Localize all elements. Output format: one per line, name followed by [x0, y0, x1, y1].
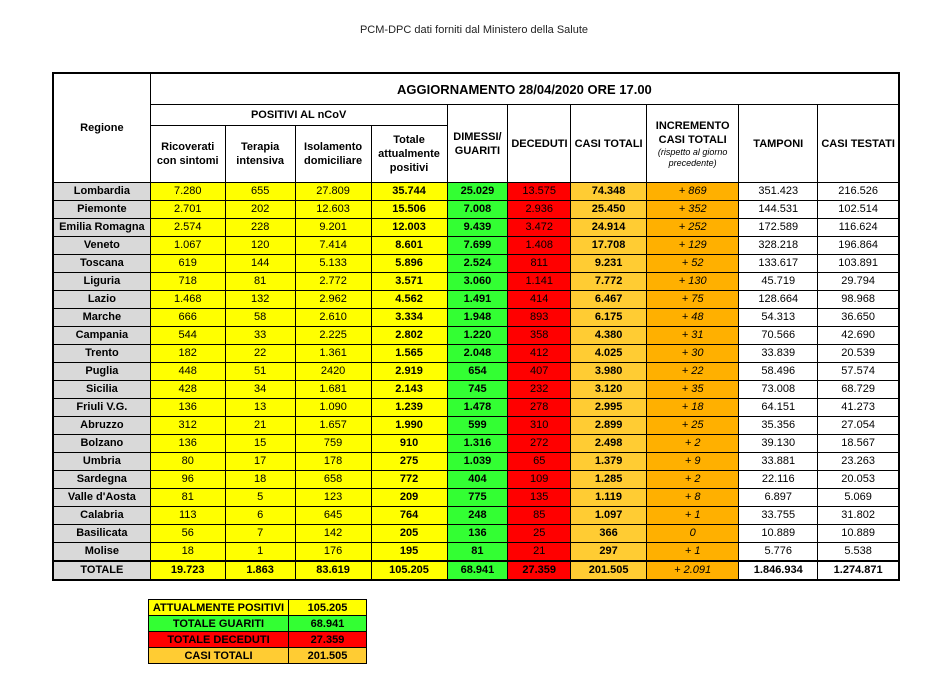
cell-region-name: Abruzzo — [53, 417, 150, 435]
cell-ricoverati: 448 — [150, 363, 225, 381]
cell-terapia: 120 — [225, 237, 295, 255]
cell-ricoverati: 666 — [150, 309, 225, 327]
header-regione: Regione — [53, 73, 150, 183]
cell-ricoverati: 2.701 — [150, 201, 225, 219]
cell-tamponi: 35.356 — [739, 417, 818, 435]
cell-region-name: Veneto — [53, 237, 150, 255]
cell-totale-positivi: 35.744 — [371, 183, 447, 201]
cell-ricoverati: 312 — [150, 417, 225, 435]
cell-ricoverati: 544 — [150, 327, 225, 345]
cell-region-name: Liguria — [53, 273, 150, 291]
cell-casi-totali: 4.025 — [571, 345, 647, 363]
cell-casi-testati: 41.273 — [818, 399, 899, 417]
cell-isolamento: 658 — [295, 471, 371, 489]
cell-region-name: Piemonte — [53, 201, 150, 219]
header-positivi: POSITIVI AL nCoV — [150, 105, 447, 126]
cell-terapia: 1.863 — [225, 561, 295, 580]
table-row — [53, 543, 899, 562]
cell-casi-testati: 102.514 — [818, 201, 899, 219]
cell-terapia: 228 — [225, 219, 295, 237]
cell-incremento: + 22 — [647, 363, 739, 381]
cell-terapia: 13 — [225, 399, 295, 417]
summary-table — [148, 599, 367, 664]
cell-tamponi: 58.496 — [739, 363, 818, 381]
cell-tamponi: 144.531 — [739, 201, 818, 219]
summary-row — [149, 616, 367, 632]
cell-casi-totali: 3.120 — [571, 381, 647, 399]
cell-isolamento: 9.201 — [295, 219, 371, 237]
cell-totale-positivi: 5.896 — [371, 255, 447, 273]
cell-isolamento: 7.414 — [295, 237, 371, 255]
cell-totale-positivi: 764 — [371, 507, 447, 525]
cell-incremento: + 130 — [647, 273, 739, 291]
cell-isolamento: 178 — [295, 453, 371, 471]
header-incremento — [647, 105, 739, 183]
cell-casi-testati: 1.274.871 — [818, 561, 899, 580]
cell-casi-totali: 4.380 — [571, 327, 647, 345]
cell-incremento: + 869 — [647, 183, 739, 201]
cell-region-name: Bolzano — [53, 435, 150, 453]
cell-deceduti: 21 — [508, 543, 571, 562]
cell-region-name: Molise — [53, 543, 150, 562]
cell-casi-testati: 27.054 — [818, 417, 899, 435]
cell-incremento: 0 — [647, 525, 739, 543]
cell-isolamento: 142 — [295, 525, 371, 543]
cell-isolamento: 83.619 — [295, 561, 371, 580]
cell-incremento: + 48 — [647, 309, 739, 327]
cell-dimessi: 248 — [447, 507, 508, 525]
cell-incremento: + 129 — [647, 237, 739, 255]
header-terapia: Terapia intensiva — [225, 126, 295, 183]
cell-incremento: + 9 — [647, 453, 739, 471]
cell-casi-testati: 20.539 — [818, 345, 899, 363]
cell-totale-positivi: 2.802 — [371, 327, 447, 345]
cell-dimessi: 1.316 — [447, 435, 508, 453]
cell-casi-testati: 31.802 — [818, 507, 899, 525]
cell-region-name: Marche — [53, 309, 150, 327]
cell-totale-positivi: 3.334 — [371, 309, 447, 327]
table-row — [53, 219, 899, 237]
cell-totale-positivi: 8.601 — [371, 237, 447, 255]
cell-terapia: 132 — [225, 291, 295, 309]
cell-ricoverati: 2.574 — [150, 219, 225, 237]
cell-totale-positivi: 2.919 — [371, 363, 447, 381]
cell-terapia: 7 — [225, 525, 295, 543]
cell-casi-testati: 98.968 — [818, 291, 899, 309]
cell-incremento: + 1 — [647, 543, 739, 562]
cell-terapia: 6 — [225, 507, 295, 525]
cell-terapia: 34 — [225, 381, 295, 399]
document-title: PCM-DPC dati forniti dal Ministero della Salute — [359, 24, 589, 36]
header-casi-totali: CASI TOTALI — [571, 105, 647, 183]
cell-incremento: + 1 — [647, 507, 739, 525]
cell-deceduti: 414 — [508, 291, 571, 309]
cell-region-name: Trento — [53, 345, 150, 363]
cell-region-name: Valle d'Aosta — [53, 489, 150, 507]
cell-tamponi: 1.846.934 — [739, 561, 818, 580]
table-row — [53, 201, 899, 219]
cell-dimessi: 775 — [447, 489, 508, 507]
table-row — [53, 435, 899, 453]
cell-ricoverati: 1.067 — [150, 237, 225, 255]
summary-label: ATTUALMENTE POSITIVI — [149, 600, 289, 616]
cell-deceduti: 25 — [508, 525, 571, 543]
summary-label: TOTALE DECEDUTI — [149, 632, 289, 648]
cell-terapia: 51 — [225, 363, 295, 381]
header-incremento-sub: (rispetto al giorno precedente) — [657, 146, 728, 168]
cell-casi-totali: 24.914 — [571, 219, 647, 237]
cell-ricoverati: 113 — [150, 507, 225, 525]
header-dimessi: DIMESSI/ GUARITI — [447, 105, 508, 183]
cell-totale-positivi: 209 — [371, 489, 447, 507]
cell-deceduti: 272 — [508, 435, 571, 453]
cell-dimessi: 1.478 — [447, 399, 508, 417]
header-isolamento: Isolamento domiciliare — [295, 126, 371, 183]
cell-casi-testati: 68.729 — [818, 381, 899, 399]
cell-ricoverati: 96 — [150, 471, 225, 489]
table-row — [53, 525, 899, 543]
cell-ricoverati: 81 — [150, 489, 225, 507]
cell-incremento: + 8 — [647, 489, 739, 507]
cell-region-name: Sicilia — [53, 381, 150, 399]
cell-terapia: 18 — [225, 471, 295, 489]
cell-region-name: Toscana — [53, 255, 150, 273]
cell-dimessi: 25.029 — [447, 183, 508, 201]
table-row — [53, 255, 899, 273]
summary-body — [149, 600, 367, 664]
header-update: AGGIORNAMENTO 28/04/2020 ORE 17.00 — [150, 73, 899, 105]
cell-dimessi: 7.699 — [447, 237, 508, 255]
cell-casi-testati: 103.891 — [818, 255, 899, 273]
table-row — [53, 183, 899, 201]
cell-casi-testati: 29.794 — [818, 273, 899, 291]
cell-region-name: Basilicata — [53, 525, 150, 543]
cell-terapia: 33 — [225, 327, 295, 345]
cell-deceduti: 1.141 — [508, 273, 571, 291]
cell-dimessi: 68.941 — [447, 561, 508, 580]
cell-terapia: 21 — [225, 417, 295, 435]
cell-deceduti: 27.359 — [508, 561, 571, 580]
cell-isolamento: 5.133 — [295, 255, 371, 273]
table-row — [53, 345, 899, 363]
cell-deceduti: 310 — [508, 417, 571, 435]
cell-casi-totali: 6.467 — [571, 291, 647, 309]
cell-dimessi: 1.039 — [447, 453, 508, 471]
table-row — [53, 237, 899, 255]
cell-tamponi: 351.423 — [739, 183, 818, 201]
cell-region-name: Sardegna — [53, 471, 150, 489]
table-row — [53, 453, 899, 471]
summary-row — [149, 600, 367, 616]
cell-ricoverati: 718 — [150, 273, 225, 291]
table-row — [53, 363, 899, 381]
cell-ricoverati: 136 — [150, 435, 225, 453]
table-row — [53, 309, 899, 327]
cell-casi-totali: 366 — [571, 525, 647, 543]
cell-incremento: + 2.091 — [647, 561, 739, 580]
cell-isolamento: 759 — [295, 435, 371, 453]
cell-casi-totali: 297 — [571, 543, 647, 562]
cell-dimessi: 1.491 — [447, 291, 508, 309]
cell-isolamento: 1.361 — [295, 345, 371, 363]
cell-incremento: + 52 — [647, 255, 739, 273]
cell-incremento: + 31 — [647, 327, 739, 345]
table-row — [53, 417, 899, 435]
cell-dimessi: 9.439 — [447, 219, 508, 237]
cell-totale-positivi: 205 — [371, 525, 447, 543]
cell-incremento: + 252 — [647, 219, 739, 237]
cell-tamponi: 22.116 — [739, 471, 818, 489]
summary-value: 68.941 — [289, 616, 367, 632]
cell-casi-totali: 6.175 — [571, 309, 647, 327]
cell-casi-totali: 1.097 — [571, 507, 647, 525]
cell-casi-testati: 57.574 — [818, 363, 899, 381]
cell-deceduti: 1.408 — [508, 237, 571, 255]
cell-incremento: + 352 — [647, 201, 739, 219]
cell-tamponi: 328.218 — [739, 237, 818, 255]
cell-casi-testati: 23.263 — [818, 453, 899, 471]
cell-isolamento: 1.681 — [295, 381, 371, 399]
cell-ricoverati: 18 — [150, 543, 225, 562]
header-totale-positivi: Totale attualmente positivi — [371, 126, 447, 183]
table-body — [53, 183, 899, 581]
cell-incremento: + 2 — [647, 471, 739, 489]
summary-value: 105.205 — [289, 600, 367, 616]
cell-ricoverati: 428 — [150, 381, 225, 399]
cell-casi-testati: 10.889 — [818, 525, 899, 543]
cell-casi-totali: 7.772 — [571, 273, 647, 291]
table-row — [53, 327, 899, 345]
table-row — [53, 273, 899, 291]
table-row — [53, 471, 899, 489]
cell-incremento: + 2 — [647, 435, 739, 453]
cell-deceduti: 2.936 — [508, 201, 571, 219]
cell-casi-totali: 1.379 — [571, 453, 647, 471]
cell-tamponi: 133.617 — [739, 255, 818, 273]
header-deceduti: DECEDUTI — [508, 105, 571, 183]
header-tamponi: TAMPONI — [739, 105, 818, 183]
cell-deceduti: 13.575 — [508, 183, 571, 201]
cell-totale-positivi: 3.571 — [371, 273, 447, 291]
cell-casi-totali: 9.231 — [571, 255, 647, 273]
cell-isolamento: 2.225 — [295, 327, 371, 345]
cell-region-name: Lazio — [53, 291, 150, 309]
cell-totale-positivi: 2.143 — [371, 381, 447, 399]
cell-casi-totali: 2.899 — [571, 417, 647, 435]
cell-totale-positivi: 1.565 — [371, 345, 447, 363]
cell-casi-totali: 201.505 — [571, 561, 647, 580]
cell-isolamento: 12.603 — [295, 201, 371, 219]
cell-isolamento: 1.657 — [295, 417, 371, 435]
table-row — [53, 489, 899, 507]
cell-dimessi: 1.948 — [447, 309, 508, 327]
summary-label: CASI TOTALI — [149, 648, 289, 664]
cell-isolamento: 645 — [295, 507, 371, 525]
cell-casi-testati: 196.864 — [818, 237, 899, 255]
cell-tamponi: 73.008 — [739, 381, 818, 399]
cell-dimessi: 599 — [447, 417, 508, 435]
cell-region-name: Campania — [53, 327, 150, 345]
cell-terapia: 202 — [225, 201, 295, 219]
cell-region-name: Friuli V.G. — [53, 399, 150, 417]
cell-region-name: Emilia Romagna — [53, 219, 150, 237]
cell-totale-positivi: 195 — [371, 543, 447, 562]
cell-ricoverati: 136 — [150, 399, 225, 417]
cell-ricoverati: 182 — [150, 345, 225, 363]
cell-terapia: 144 — [225, 255, 295, 273]
cell-casi-totali: 17.708 — [571, 237, 647, 255]
covid-data-table — [52, 72, 900, 581]
cell-incremento: + 25 — [647, 417, 739, 435]
cell-dimessi: 654 — [447, 363, 508, 381]
cell-incremento: + 75 — [647, 291, 739, 309]
cell-incremento: + 30 — [647, 345, 739, 363]
cell-casi-testati: 42.690 — [818, 327, 899, 345]
cell-casi-totali: 3.980 — [571, 363, 647, 381]
cell-incremento: + 18 — [647, 399, 739, 417]
cell-totale-positivi: 275 — [371, 453, 447, 471]
cell-tamponi: 172.589 — [739, 219, 818, 237]
cell-tamponi: 5.776 — [739, 543, 818, 562]
cell-terapia: 81 — [225, 273, 295, 291]
cell-casi-totali: 2.995 — [571, 399, 647, 417]
cell-deceduti: 232 — [508, 381, 571, 399]
cell-isolamento: 2.772 — [295, 273, 371, 291]
cell-terapia: 15 — [225, 435, 295, 453]
cell-totale-positivi: 12.003 — [371, 219, 447, 237]
cell-region-name: Lombardia — [53, 183, 150, 201]
cell-dimessi: 81 — [447, 543, 508, 562]
cell-ricoverati: 56 — [150, 525, 225, 543]
cell-tamponi: 39.130 — [739, 435, 818, 453]
table-row — [53, 381, 899, 399]
cell-deceduti: 893 — [508, 309, 571, 327]
cell-isolamento: 2.962 — [295, 291, 371, 309]
cell-terapia: 17 — [225, 453, 295, 471]
cell-dimessi: 2.524 — [447, 255, 508, 273]
cell-incremento: + 35 — [647, 381, 739, 399]
cell-tamponi: 64.151 — [739, 399, 818, 417]
cell-region-name: TOTALE — [53, 561, 150, 580]
cell-tamponi: 6.897 — [739, 489, 818, 507]
summary-row — [149, 648, 367, 664]
cell-casi-totali: 74.348 — [571, 183, 647, 201]
cell-deceduti: 358 — [508, 327, 571, 345]
table-total-row — [53, 561, 899, 580]
cell-totale-positivi: 4.562 — [371, 291, 447, 309]
cell-ricoverati: 19.723 — [150, 561, 225, 580]
cell-terapia: 22 — [225, 345, 295, 363]
table-row — [53, 291, 899, 309]
cell-casi-testati: 5.538 — [818, 543, 899, 562]
summary-value: 201.505 — [289, 648, 367, 664]
cell-totale-positivi: 1.990 — [371, 417, 447, 435]
cell-casi-testati: 5.069 — [818, 489, 899, 507]
cell-casi-testati: 216.526 — [818, 183, 899, 201]
cell-tamponi: 70.566 — [739, 327, 818, 345]
summary-value: 27.359 — [289, 632, 367, 648]
cell-totale-positivi: 15.506 — [371, 201, 447, 219]
cell-dimessi: 7.008 — [447, 201, 508, 219]
cell-terapia: 58 — [225, 309, 295, 327]
cell-deceduti: 278 — [508, 399, 571, 417]
cell-deceduti: 3.472 — [508, 219, 571, 237]
cell-deceduti: 811 — [508, 255, 571, 273]
cell-deceduti: 135 — [508, 489, 571, 507]
cell-isolamento: 2.610 — [295, 309, 371, 327]
cell-casi-testati: 20.053 — [818, 471, 899, 489]
cell-terapia: 5 — [225, 489, 295, 507]
cell-dimessi: 404 — [447, 471, 508, 489]
table-row — [53, 507, 899, 525]
cell-dimessi: 3.060 — [447, 273, 508, 291]
cell-dimessi: 136 — [447, 525, 508, 543]
cell-ricoverati: 1.468 — [150, 291, 225, 309]
table-row — [53, 399, 899, 417]
cell-isolamento: 176 — [295, 543, 371, 562]
cell-deceduti: 407 — [508, 363, 571, 381]
cell-region-name: Calabria — [53, 507, 150, 525]
cell-deceduti: 65 — [508, 453, 571, 471]
cell-tamponi: 10.889 — [739, 525, 818, 543]
cell-tamponi: 45.719 — [739, 273, 818, 291]
cell-ricoverati: 7.280 — [150, 183, 225, 201]
summary-row — [149, 632, 367, 648]
cell-terapia: 1 — [225, 543, 295, 562]
cell-deceduti: 412 — [508, 345, 571, 363]
cell-region-name: Puglia — [53, 363, 150, 381]
cell-deceduti: 109 — [508, 471, 571, 489]
cell-totale-positivi: 1.239 — [371, 399, 447, 417]
cell-ricoverati: 80 — [150, 453, 225, 471]
cell-deceduti: 85 — [508, 507, 571, 525]
cell-casi-testati: 36.650 — [818, 309, 899, 327]
header-incremento-label: INCREMENTO CASI TOTALI — [655, 119, 730, 146]
cell-casi-testati: 116.624 — [818, 219, 899, 237]
cell-terapia: 655 — [225, 183, 295, 201]
cell-totale-positivi: 105.205 — [371, 561, 447, 580]
header-casi-testati: CASI TESTATI — [818, 105, 899, 183]
cell-dimessi: 745 — [447, 381, 508, 399]
cell-dimessi: 2.048 — [447, 345, 508, 363]
cell-totale-positivi: 772 — [371, 471, 447, 489]
summary-label: TOTALE GUARITI — [149, 616, 289, 632]
cell-totale-positivi: 910 — [371, 435, 447, 453]
cell-casi-totali: 2.498 — [571, 435, 647, 453]
cell-ricoverati: 619 — [150, 255, 225, 273]
cell-casi-testati: 18.567 — [818, 435, 899, 453]
cell-isolamento: 123 — [295, 489, 371, 507]
cell-region-name: Umbria — [53, 453, 150, 471]
cell-isolamento: 27.809 — [295, 183, 371, 201]
header-ricoverati: Ricoverati con sintomi — [150, 126, 225, 183]
cell-tamponi: 33.839 — [739, 345, 818, 363]
cell-tamponi: 33.755 — [739, 507, 818, 525]
cell-isolamento: 2420 — [295, 363, 371, 381]
cell-casi-totali: 1.119 — [571, 489, 647, 507]
cell-casi-totali: 25.450 — [571, 201, 647, 219]
cell-isolamento: 1.090 — [295, 399, 371, 417]
cell-dimessi: 1.220 — [447, 327, 508, 345]
cell-tamponi: 128.664 — [739, 291, 818, 309]
cell-tamponi: 33.881 — [739, 453, 818, 471]
cell-tamponi: 54.313 — [739, 309, 818, 327]
cell-casi-totali: 1.285 — [571, 471, 647, 489]
